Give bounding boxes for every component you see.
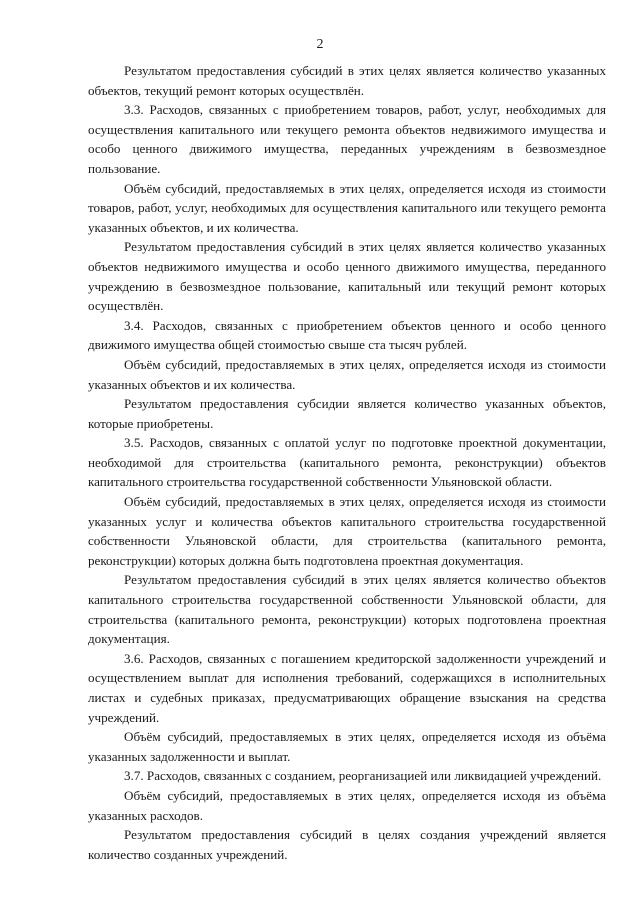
paragraph: Объём субсидий, предоставляемых в этих целях, определяется исходя из стоимости товаров, работ, услуг, необходимых для осуществления капитального или текущего ремонта указанных объектов, и их количества.	[88, 180, 606, 235]
paragraph: Результатом предоставления субсидий в целях создания учреждений является количество созданных учреждений.	[88, 827, 606, 862]
paragraph: 3.4. Расходов, связанных с приобретением объектов ценного и особо ценного движимого имущества общей стоимостью свыше ста тысяч рублей.	[88, 317, 606, 353]
paragraph: Результатом предоставления субсидий в этих целях является количество указанных объектов недвижимого имущества и особо ценного движимого имущества, переданного учреждению в безвозмездное пользование, капитальный или текущий ремонт которых осуществлён.	[88, 239, 606, 314]
paragraph: Результатом предоставления субсидии является количество указанных объектов, которые приобретены.	[88, 396, 606, 431]
document-body	[88, 61, 606, 864]
paragraph: 3.7. Расходов, связанных с созданием, реорганизацией или ликвидацией учреждений.	[124, 768, 602, 784]
paragraph: Результатом предоставления субсидий в этих целях является количество объектов капитального строительства государственной собственности Ульяновской области, для строительства (капитального ремонта, реконструкции) которых подготовлена проектная документация.	[88, 572, 606, 647]
paragraph: Результатом предоставления субсидий в этих целях является количество указанных объектов, текущий ремонт которых осуществлён.	[88, 63, 606, 98]
paragraph: Объём субсидий, предоставляемых в этих целях, определяется исходя из объёма указанных расходов.	[88, 787, 606, 823]
paragraph: Объём субсидий, предоставляемых в этих целях, определяется исходя из стоимости указанных объектов и их количества.	[88, 356, 606, 392]
paragraph: 3.3. Расходов, связанных с приобретением товаров, работ, услуг, необходимых для осуществления капитального или текущего ремонта объектов недвижимого имущества и особо ценного движимого имущества, переданных учреждениям в безвозмездное пользование.	[88, 102, 606, 176]
paragraph: 3.6. Расходов, связанных с погашением кредиторской задолженности учреждений и осуществлением выплат для исполнения требований, содержащихся в исполнительных листах и судебных приказах, предусматривающих обращение взыскания на средства учреждений.	[88, 650, 606, 725]
page-number: 2	[316, 37, 324, 52]
paragraph: 3.5. Расходов, связанных с оплатой услуг по подготовке проектной документации, необходимой для строительства (капитального ремонта, реконструкции) объектов капитального строительства государственной собственности Ульяновской области.	[88, 435, 606, 490]
paragraph: Объём субсидий, предоставляемых в этих целях, определяется исходя из стоимости указанных услуг и количества объектов капитального строительства государственной собственности Ульяновской области, для строительства (капитального ремонта, реконструкции) которых должна быть подготовлена проектная документация.	[88, 494, 606, 568]
paragraph: Объём субсидий, предоставляемых в этих целях, определяется исходя из объёма указанных задолженности и выплат.	[88, 729, 606, 764]
